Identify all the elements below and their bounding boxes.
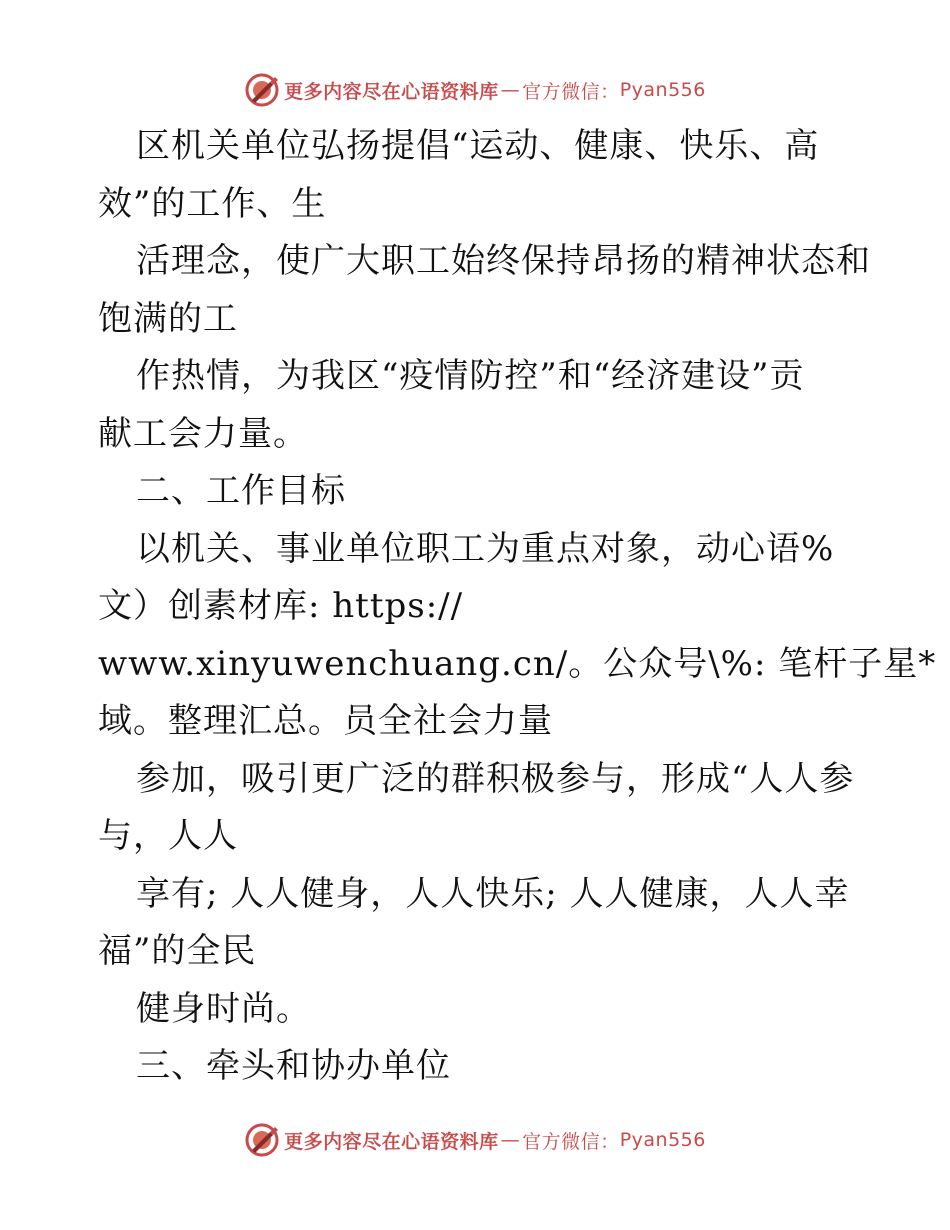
section-heading: 二、工作目标 — [136, 471, 346, 511]
banner-wechat-id: Pyan556 — [619, 79, 706, 101]
banner-wechat-label: 官方微信： — [522, 80, 620, 103]
banner-slogan: 更多内容尽在心语资料库 — [284, 80, 499, 103]
text-line: 活理念，使广大职工始终保持昂扬的精神状态和 — [136, 241, 871, 281]
text-line: 文）创素材库: https:// — [98, 586, 464, 626]
text-line: 饱满的工 — [98, 298, 238, 339]
text-line: 福”的全民 — [98, 931, 257, 971]
text-line: 效”的工作、生 — [98, 183, 327, 224]
banner-slogan: 更多内容尽在心语资料库 — [284, 1130, 499, 1153]
banner-dash: — — [500, 79, 521, 101]
text-line: 域。整理汇总。员全社会力量 — [98, 701, 553, 741]
section-heading: 三、牵头和协办单位 — [136, 1046, 451, 1086]
text-line: 健身时尚。 — [136, 988, 311, 1029]
text-line: 区机关单位弘扬提倡“运动、健康、快乐、高 — [136, 126, 820, 166]
text-line: 献工会力量。 — [98, 413, 308, 454]
banner-wechat-label: 官方微信： — [522, 1130, 620, 1153]
header-banner — [0, 70, 950, 110]
text-line: 以机关、事业单位职工为重点对象，动心语% — [136, 528, 835, 569]
text-line: 作热情，为我区“疫情防控”和“经济建设”贡 — [136, 356, 805, 396]
brand-logo-icon — [244, 72, 280, 108]
document-body — [98, 118, 937, 1096]
footer-banner — [0, 1120, 950, 1160]
text-line: 与，人人 — [98, 816, 238, 856]
text-line: www.xinyuwenchuang.cn/。公众号\%: 笔杆子星* — [98, 643, 937, 684]
brand-logo-icon — [244, 1122, 280, 1158]
banner-dash: — — [500, 1129, 521, 1151]
text-line: 参加，吸引更广泛的群积极参与，形成“人人参 — [136, 758, 855, 799]
banner-wechat-id: Pyan556 — [619, 1129, 706, 1151]
text-line: 享有; 人人健身，人人快乐; 人人健康，人人幸 — [136, 873, 850, 914]
